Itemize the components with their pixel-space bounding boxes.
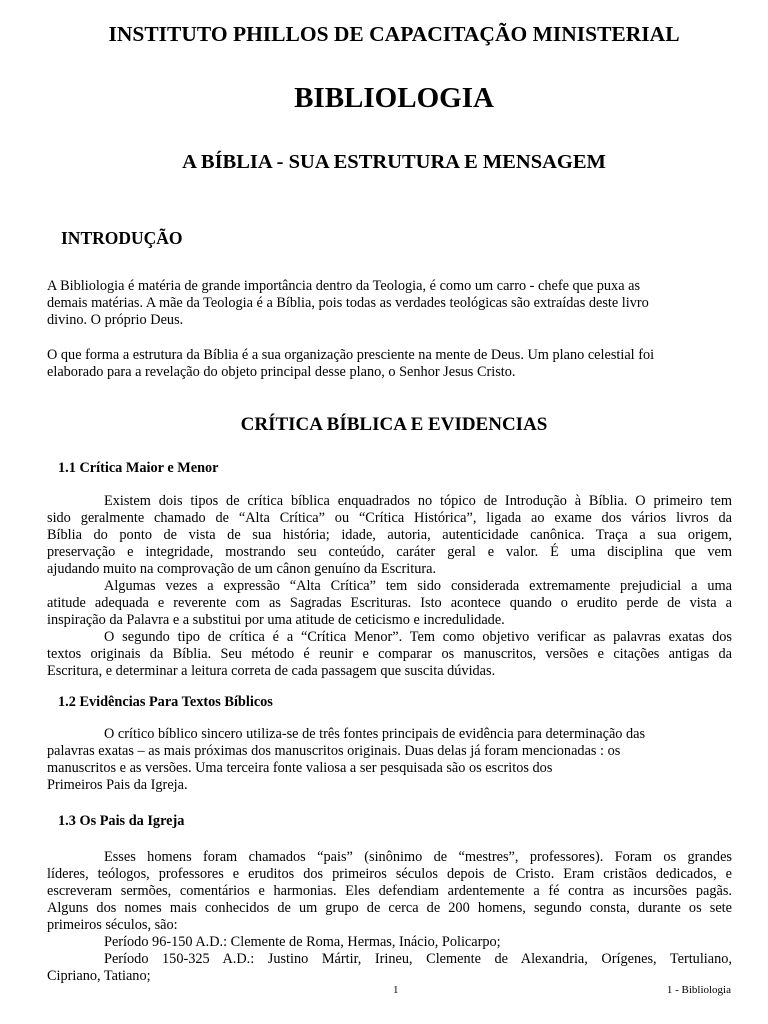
body-line: primeiros séculos, são: [47, 917, 178, 933]
page-number: 1 [393, 984, 399, 996]
body-line: textos originais da Bíblia. Seu método é reunir e comparar os manuscritos, versões e citações antigas da [47, 646, 732, 662]
institution-title: INSTITUTO PHILLOS DE CAPACITAÇÃO MINISTERIAL [108, 22, 680, 46]
intro-paragraph-1 [47, 278, 732, 329]
section-1-3-heading: 1.3 Os Pais da Igreja [58, 813, 185, 829]
section-1-2-body [47, 726, 732, 794]
intro-paragraph-2 [47, 347, 732, 381]
body-line: inspiração da Palavra e a substitui por uma atitude de ceticismo e incredulidade. [47, 612, 505, 628]
body-line: palavras exatas – as mais próximas dos manuscritos originais. Duas delas já foram mencionadas : os [47, 743, 621, 759]
body-line: sido geralmente chamado de “Alta Crítica” ou “Crítica Histórica”, ligada ao exame dos vários livros da [47, 510, 732, 526]
critica-heading: CRÍTICA BÍBLICA E EVIDENCIAS [240, 414, 548, 435]
intro-p2-line: elaborado para a revelação do objeto principal desse plano, o Senhor Jesus Cristo. [47, 364, 516, 380]
section-1-3-body [47, 849, 732, 985]
intro-heading: INTRODUÇÃO [61, 228, 183, 248]
document-title: BIBLIOLOGIA [294, 82, 494, 114]
body-line: Cipriano, Tatiano; [47, 968, 151, 984]
body-line: O crítico bíblico sincero utiliza-se de três fontes principais de evidência para determinação das [104, 726, 646, 742]
body-line: Bíblia do ponto de vista de sua história; idade, autoria, autenticidade canônica. Traça a sua origem, [47, 527, 732, 543]
body-line: Primeiros Pais da Igreja. [47, 777, 188, 793]
running-title: 1 - Bibliologia [666, 984, 731, 996]
body-line: escreveram sermões, comentários e harmonias. Eles defendiam ardentemente a fé contra as incursões pagãs. [47, 883, 732, 899]
section-1-1-heading: 1.1 Crítica Maior e Menor [58, 460, 219, 476]
intro-p2-line: O que forma a estrutura da Bíblia é a sua organização presciente na mente de Deus. Um plano celestial foi [47, 347, 655, 363]
body-line: Algumas vezes a expressão “Alta Crítica” tem sido considerada extremamente prejudicial a uma [104, 578, 732, 594]
body-line: Período 150-325 A.D.: Justino Mártir, Irineu, Clemente de Alexandria, Orígenes, Tertuliano, [104, 951, 732, 967]
body-line: ajudando muito na comprovação de um cânon genuíno da Escritura. [47, 561, 437, 577]
section-1-1-body [47, 493, 732, 680]
body-line: Período 96-150 A.D.: Clemente de Roma, Hermas, Inácio, Policarpo; [104, 934, 501, 950]
body-line: líderes, teólogos, professores e eruditos dos primeiros séculos depois de Cristo. Eram cristãos dedicados, e [47, 866, 732, 882]
body-line: preservação e integridade, mostrando seu conteúdo, caráter geral e valor. É uma disciplina que vem [47, 544, 732, 560]
body-line: Alguns dos nomes mais conhecidos de um grupo de cerca de 200 homens, segundo consta, durante os sete [47, 900, 732, 916]
section-1-2-heading: 1.2 Evidências Para Textos Bíblicos [58, 694, 273, 710]
body-line: Escritura, e determinar a leitura correta de cada passagem que suscita dúvidas. [47, 663, 496, 679]
intro-p1-line: A Bibliologia é matéria de grande importância dentro da Teologia, é como um carro - chefe que puxa as [47, 278, 641, 294]
body-line: Esses homens foram chamados “pais” (sinônimo de “mestres”, professores). Foram os grandes [104, 849, 732, 865]
body-line: O segundo tipo de crítica é a “Crítica Menor”. Tem como objetivo verificar as palavras exatas dos [104, 629, 732, 645]
body-line: Existem dois tipos de crítica bíblica enquadrados no tópico de Introdução à Bíblia. O primeiro tem [104, 493, 732, 509]
document-subtitle: A BÍBLIA - SUA ESTRUTURA E MENSAGEM [182, 151, 606, 173]
intro-p1-line: divino. O próprio Deus. [47, 312, 184, 328]
body-line: manuscritos e as versões. Uma terceira fonte valiosa a ser pesquisada são os escritos dos [47, 760, 553, 776]
intro-p1-line: demais matérias. A mãe da Teologia é a Bíblia, pois todas as verdades teológicas são extraídas deste livro [47, 295, 649, 311]
body-line: atitude adequada e reverente com as Sagradas Escrituras. Isto acontece quando o erudito perde de vista a [47, 595, 732, 611]
